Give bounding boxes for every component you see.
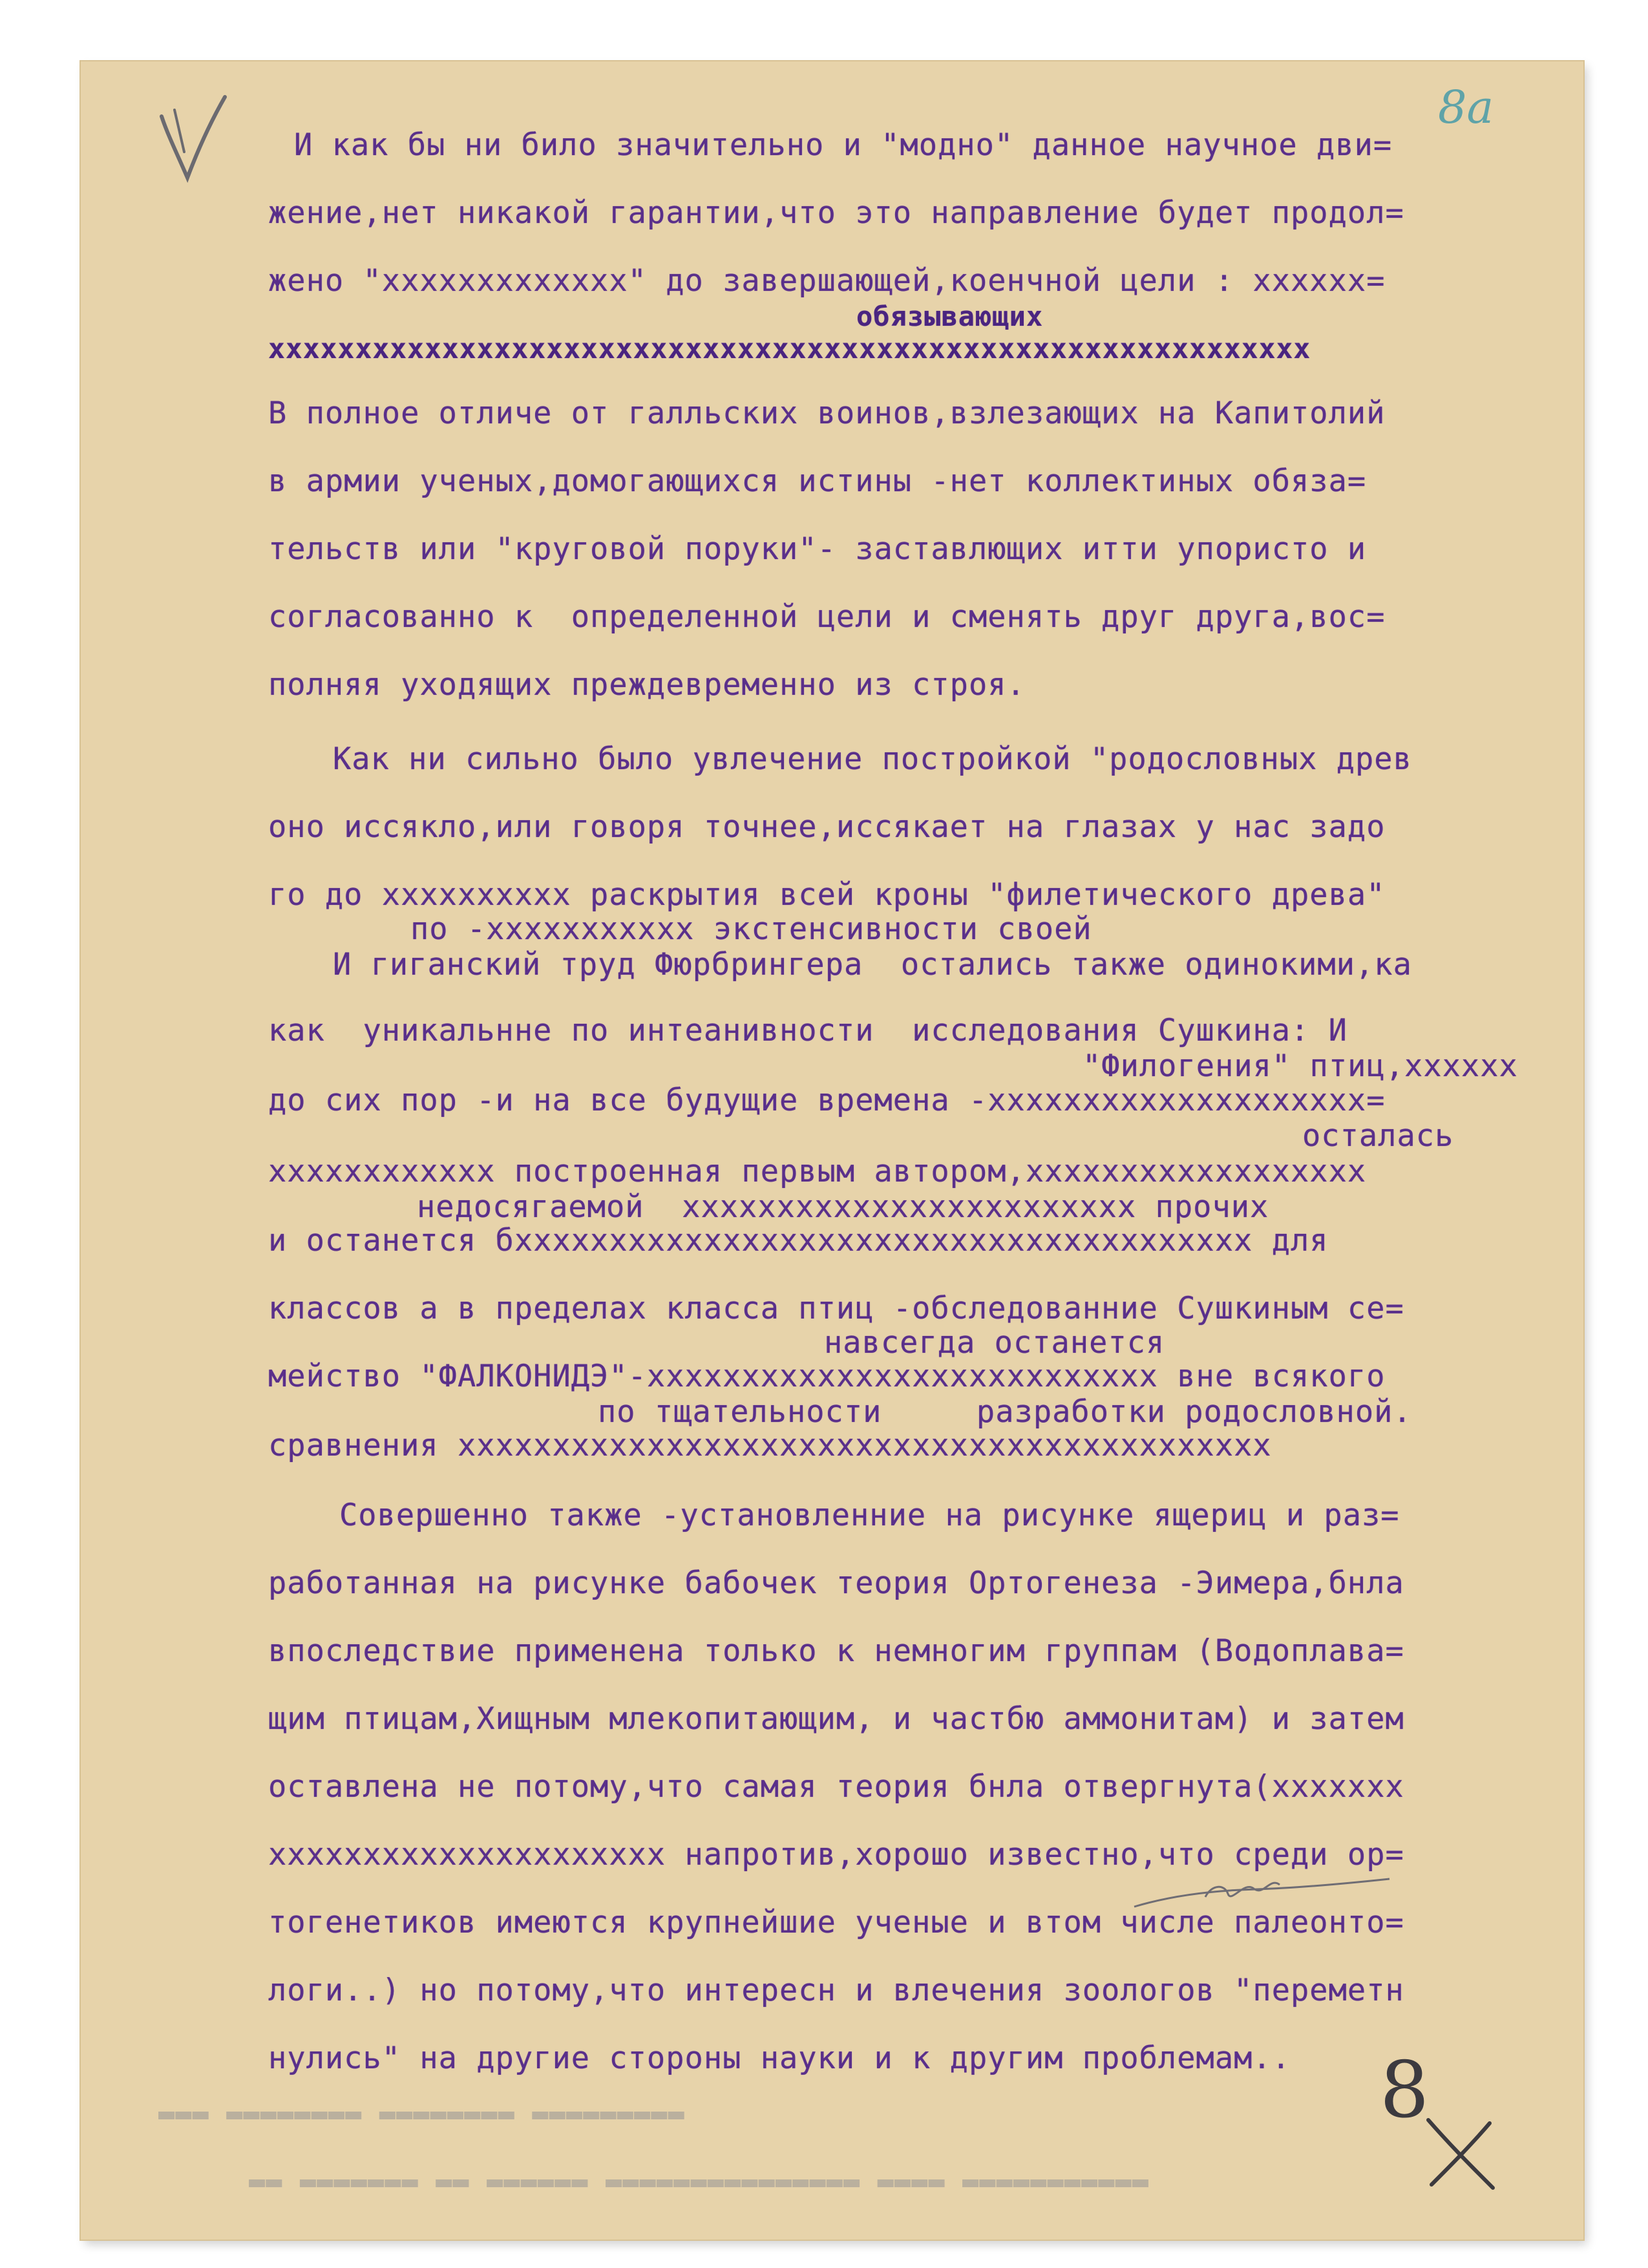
text-line: по тщательности разработки родословной. [598, 1394, 1412, 1430]
bleed-through-line: ▬▬▬ ▬▬▬▬▬▬▬▬ ▬▬▬▬▬▬▬▬ ▬▬▬▬▬▬▬▬▬ [158, 2097, 685, 2129]
text-line: по -xxxxxxxxxxx экстенсивности своей [410, 911, 1092, 947]
text-line: жение,нет никакой гарантии,что это направление будет продол= [268, 195, 1404, 231]
page-number: 8а [1438, 81, 1494, 134]
text-line: "Филогения" птиц,xxxxxx [1083, 1048, 1518, 1084]
text-line: оно иссякло,или говоря точнее,иссякает на глазах у нас задо [268, 809, 1386, 845]
text-line: обязывающих [856, 301, 1044, 332]
text-line: мейство "ФАЛКОНИДЭ"-xxxxxxxxxxxxxxxxxxxxxxxxxxx вне всякого [268, 1359, 1386, 1394]
text-line: xxxxxxxxxxxxxxxxxxxxx напротив,хорошо известно,что среди ор= [268, 1837, 1404, 1872]
text-line: согласованно к определенной цели и сменять друг друга,вос= [268, 599, 1386, 635]
text-line: логи..) но потому,что интересн и влечения зоологов "переметн [268, 1973, 1404, 2008]
text-line: тогенетиков имеются крупнейшие ученые и втом числе палеонто= [268, 1905, 1404, 1940]
text-line: В полное отличе от галльских воинов,взлезающих на Капитолий [268, 396, 1386, 431]
check-mark-icon [149, 90, 233, 187]
text-line: И как бы ни било значительно и "модно" данное научное дви= [294, 127, 1393, 163]
page-mark-bottom: 8 [1380, 2046, 1430, 2136]
text-line: работанная на рисунке бабочек теория Ортогенеза -Эимера,бнла [268, 1565, 1404, 1601]
text-line: полняя уходящих преждевременно из строя. [268, 667, 1026, 703]
bleed-through-line: ▬▬ ▬▬▬▬▬▬▬ ▬▬ ▬▬▬▬▬▬ ▬▬▬▬▬▬▬▬▬▬▬▬▬▬▬ ▬▬▬▬ ▬▬▬▬▬▬▬▬▬▬▬ [249, 2165, 1150, 2197]
text-line: осталась [1302, 1118, 1454, 1154]
text-line: до сих пор -и на все будущие времена -xxxxxxxxxxxxxxxxxxxx= [268, 1083, 1386, 1118]
text-line: И гиганский труд Фюрбрингера остались также одинокими,ка [333, 947, 1412, 982]
text-line: Как ни сильно было увлечение постройкой "родословных древ [333, 741, 1412, 777]
text-line: жено "xxxxxxxxxxxxx" до завершающей,коенчной цели : xxxxxx= [268, 263, 1386, 299]
text-line: оставлена не потому,что самая теория бнла отвергнута(xxxxxxx [268, 1769, 1404, 1805]
text-line: классов а в пределах класса птиц -обследованние Сушкиным се= [268, 1291, 1404, 1326]
text-line: го до xxxxxxxxxx раскрытия всей кроны "филетического древа" [268, 877, 1386, 913]
text-line: нулись" на другие стороны науки и к другим проблемам.. [268, 2040, 1291, 2076]
pencil-annotation-icon [1128, 1871, 1399, 1923]
text-line: сравнения xxxxxxxxxxxxxxxxxxxxxxxxxxxxxxxxxxxxxxxxxxx [268, 1428, 1272, 1463]
text-line: xxxxxxxxxxxx построенная первым автором,xxxxxxxxxxxxxxxxxx [268, 1154, 1367, 1189]
cross-mark-icon [1419, 2110, 1503, 2194]
text-line: и останется бxxxxxxxxxxxxxxxxxxxxxxxxxxxxxxxxxxxxxxx для [268, 1223, 1329, 1258]
text-line: в армии ученых,домогающихся истины -нет коллектиных обяза= [268, 463, 1367, 499]
text-line: навсегда останется [824, 1325, 1165, 1361]
document-page [81, 61, 1583, 2240]
text-line: тельств или "круговой поруки"- заставлющих итти упористо и [268, 531, 1367, 567]
text-line: щим птицам,Хищным млекопитающим, и частбю аммонитам) и затем [268, 1701, 1404, 1737]
text-line: xxxxxxxxxxxxxxxxxxxxxxxxxxxxxxxxxxxxxxxxxxxxxxxxxxxxxxxxxxxx [268, 333, 1311, 365]
text-line: недосягаемой xxxxxxxxxxxxxxxxxxxxxxxx прочих [417, 1189, 1269, 1225]
text-line: Совершенно также -установленние на рисунке ящериц и раз= [339, 1498, 1400, 1533]
text-line: впоследствие применена только к немногим группам (Водоплава= [268, 1633, 1404, 1669]
text-line: как уникальнне по интеанивности исследования Сушкина: И [268, 1013, 1347, 1048]
